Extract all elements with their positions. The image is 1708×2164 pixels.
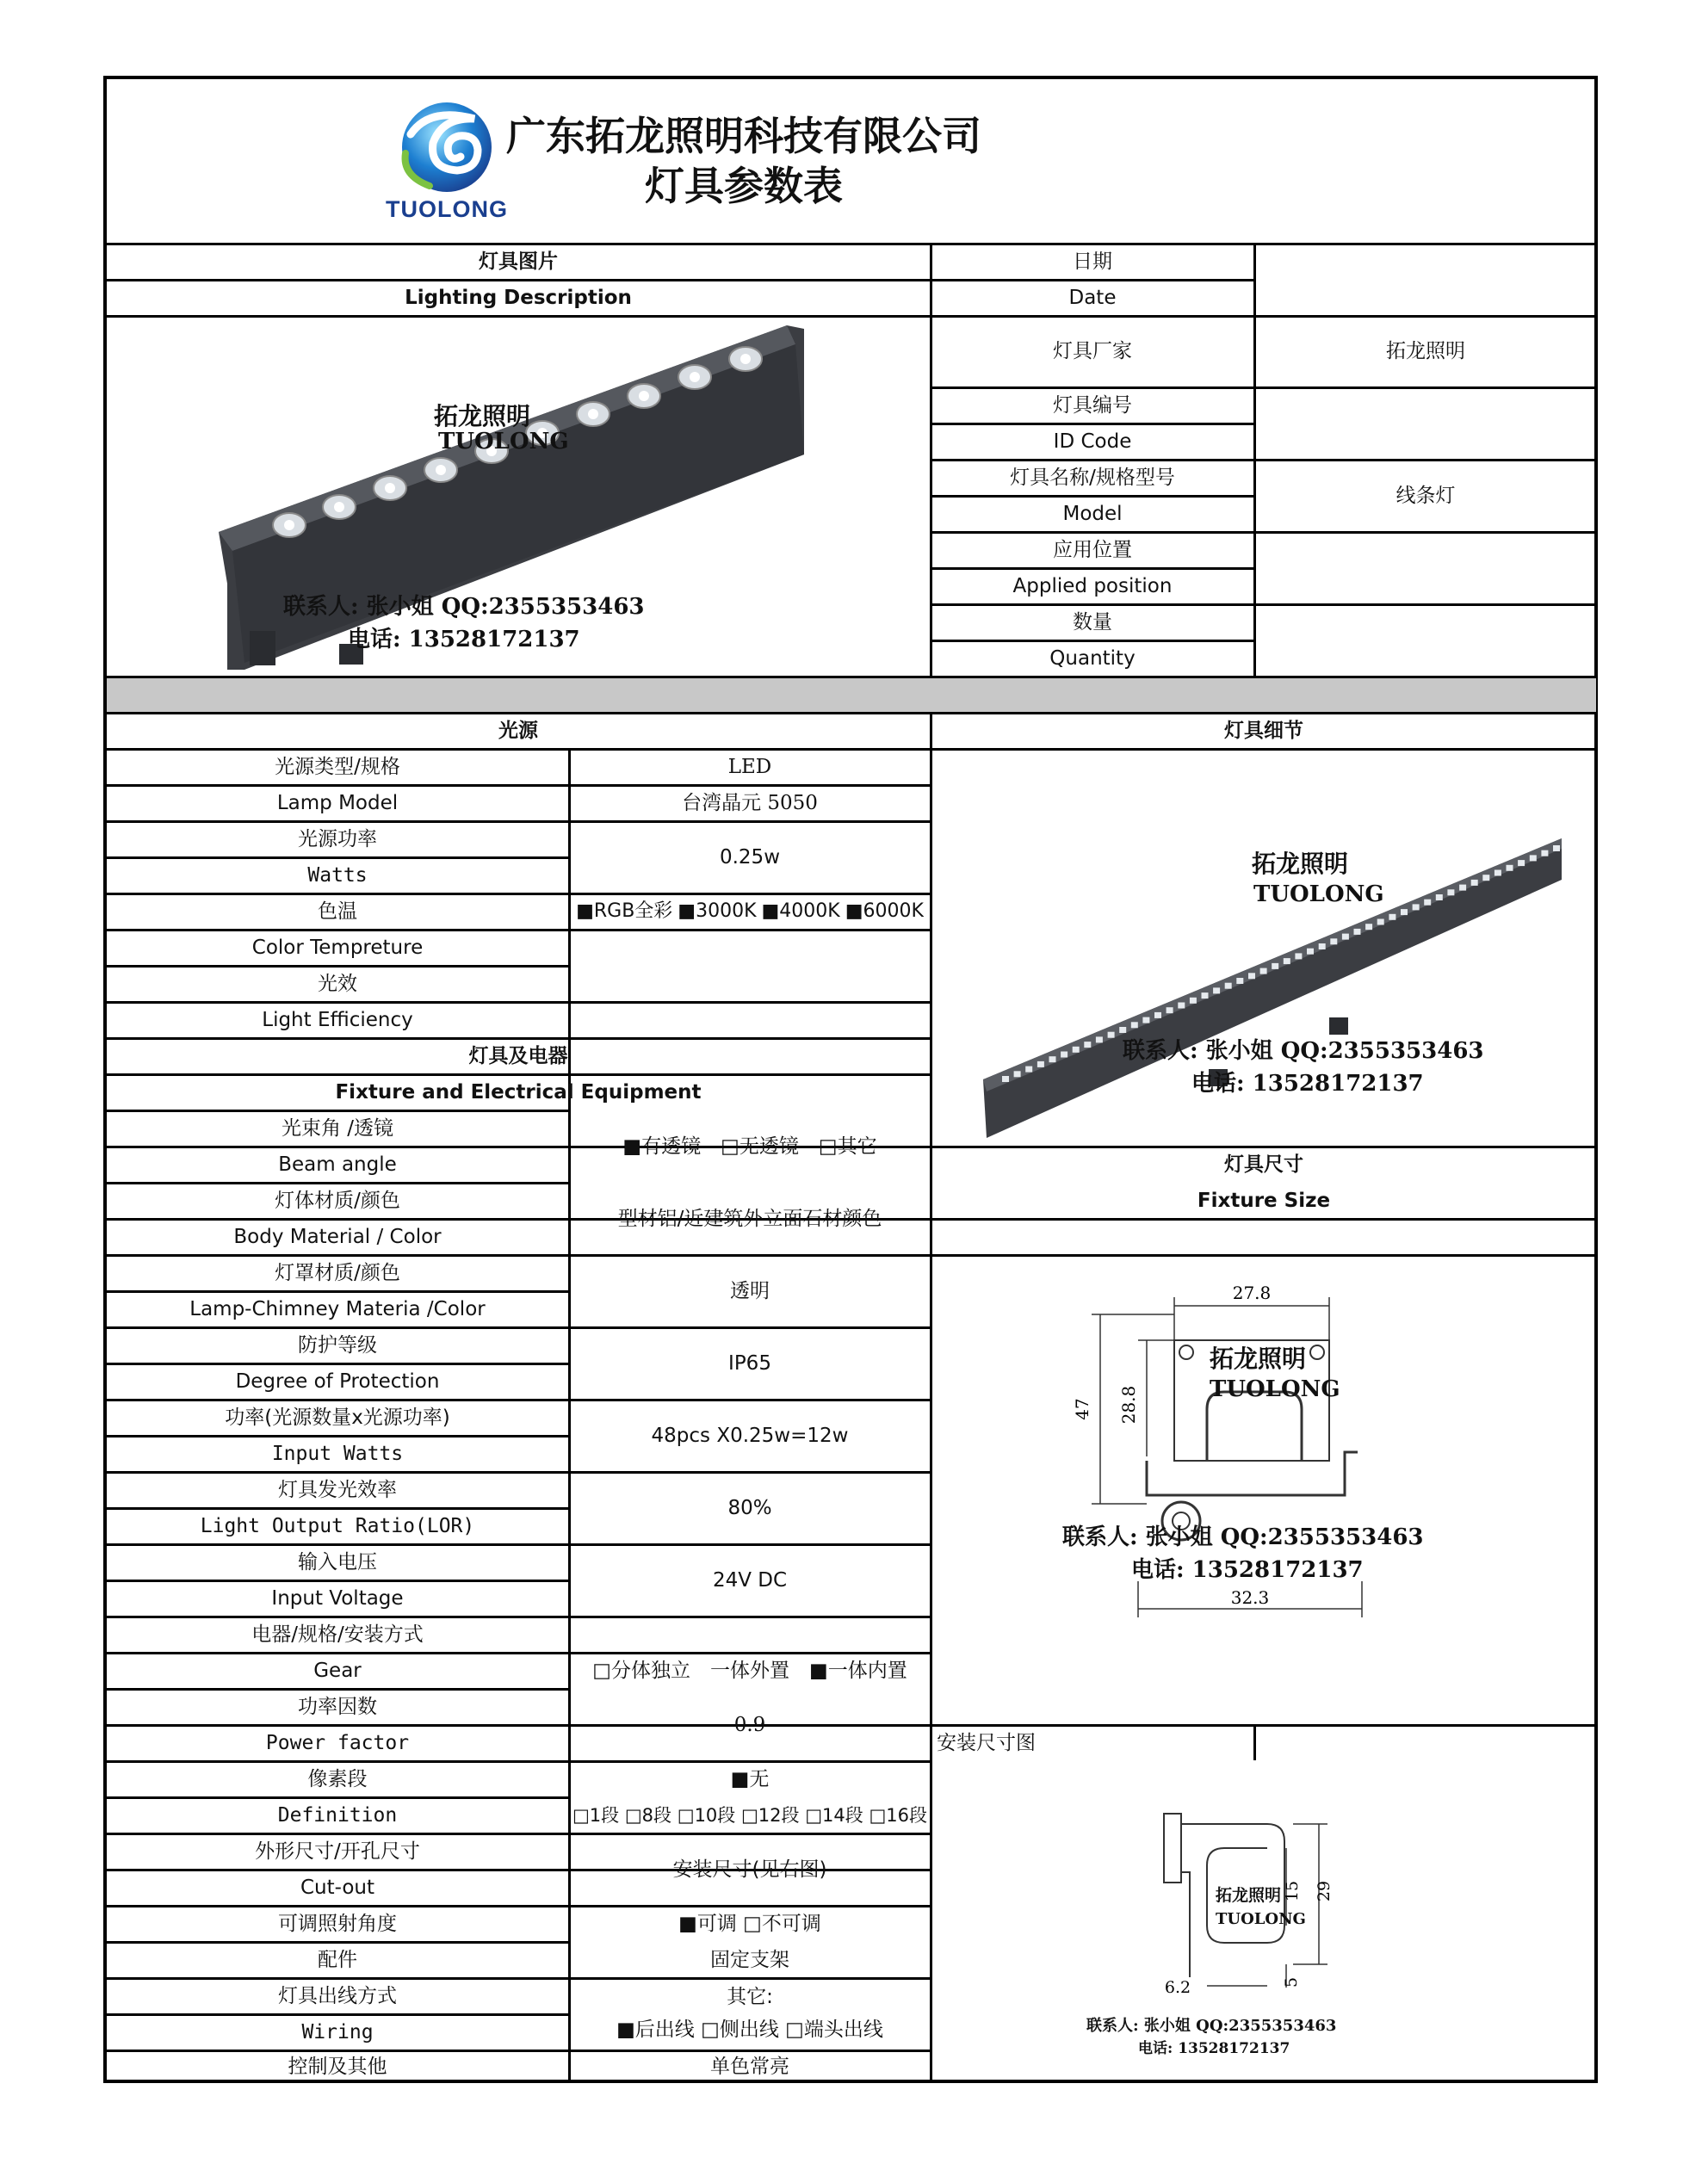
gear-label-en: Gear [313,1659,362,1682]
gear-value-top [570,1617,930,1652]
cct-option-6000k[interactable]: ■6000K [845,900,924,923]
led-dot [1447,889,1454,895]
led-dot [1131,1022,1138,1028]
detail-watermark-phone: 电话: 13528172137 [1191,1071,1424,1097]
led-dot [1202,992,1209,999]
fixture-title-cn: 灯具及电器 [468,1044,568,1067]
efficiency-label-cn: 光效 [318,972,357,995]
fixture-title-en: Fixture and Electrical Equipment [335,1080,702,1104]
dimension-drawing-top [931,1220,1596,1722]
control-value: 单色常亮 [710,2056,789,2079]
date-label-cn: 日期 [1073,250,1112,273]
led-dot [1190,998,1197,1004]
pixel-segment-label-en: Definition [277,1803,398,1827]
led-dot [1494,870,1501,876]
led-dot [1236,978,1243,984]
led-dot [1354,929,1361,935]
led-dot [1272,963,1278,969]
led-dot [1061,1052,1068,1058]
body-material-label-cn: 灯体材质/颜色 [275,1189,400,1212]
company-logo [369,100,524,220]
led-dot [1342,934,1349,940]
source-power-label-cn: 光源功率 [298,827,377,850]
led-dot [1096,1036,1103,1042]
detail-title: 灯具细节 [1224,719,1303,742]
id-code-value [1255,388,1596,459]
size-watermark-brand-cn: 拓龙照明 [1210,1345,1307,1373]
led-dot [1119,1027,1126,1033]
pixel-segment-options[interactable]: □1段 □8段 □10段 □12段 □14段 □16段 [572,1804,928,1826]
beam-angle-label-en: Beam angle [278,1153,397,1176]
detail-watermark-contact: 联系人: 张小姐 QQ:2355353463 [1123,1038,1484,1064]
led-dot [1260,968,1267,974]
led-dot [1248,973,1255,979]
beam-angle-label-cn: 光束角 /透镜 [281,1116,394,1140]
dim-27-8: 27.8 [1232,1283,1272,1303]
led-dot [1553,845,1560,851]
cct-option-rgb[interactable]: ■RGB全彩 [576,900,673,923]
cutout-label-en: Cut-out [300,1876,375,1899]
wiring-value[interactable]: ■后出线 □侧出线 □端头出线 [616,2018,883,2041]
manufacturer-value: 拓龙照明 [1386,340,1465,363]
input-watts-label-en: Input Watts [271,1442,404,1465]
size-title-cn: 灯具尺寸 [1224,1153,1303,1176]
dim-47: 47 [1072,1398,1092,1420]
body-material-value: 型材铝/近建筑外立面石材颜色 [617,1207,882,1230]
wiring-value-other: 其它: [727,1985,773,2008]
id-code-label-cn: 灯具编号 [1053,393,1132,417]
led-dot [1436,894,1443,900]
led-dot [1073,1047,1080,1053]
led-dot [1518,860,1525,866]
position-label-en: Applied position [1012,574,1173,597]
led-dot [1108,1032,1115,1038]
size-watermark-phone: 电话: 13528172137 [1131,1557,1364,1583]
led-dot [1424,900,1431,906]
input-watts-value: 48pcs X0.25w=12w [651,1424,849,1447]
spec-sheet [103,76,1598,2083]
source-power-value: 0.25w [719,845,781,869]
pixel-segment-label-cn: 像素段 [307,1767,368,1790]
led-dot [1049,1056,1056,1062]
led-dot [1389,914,1395,920]
led-dot [1225,983,1232,989]
document-title: 灯具参数表 [645,162,843,209]
voltage-label-cn: 输入电压 [298,1550,377,1574]
pixel-segment-value[interactable]: ■无 [730,1767,770,1790]
quantity-label-en: Quantity [1049,646,1136,670]
size-watermark-brand-en: TUOLONG [1210,1376,1340,1402]
lor-label-cn: 灯具发光效率 [278,1478,397,1501]
id-code-label-en: ID Code [1053,430,1132,453]
power-factor-label-en: Power factor [265,1731,410,1754]
source-title: 光源 [498,719,538,742]
voltage-value: 24V DC [712,1568,788,1592]
source-type-value: LED [727,755,772,778]
led-dot [1319,943,1326,949]
logo-text: TUOLONG [386,196,508,222]
voltage-label-en: Input Voltage [271,1586,404,1610]
cutout-label-cn: 外形尺寸/开孔尺寸 [255,1839,420,1863]
protection-label-cn: 防护等级 [298,1333,377,1357]
power-factor-value: 0.9 [733,1713,766,1736]
cct-option-3000k[interactable]: ■3000K [678,900,757,923]
led-dot [1365,924,1372,930]
led-dot [1541,850,1548,856]
gear-label-cn: 电器/规格/安装方式 [251,1623,424,1646]
gray-band [107,678,1596,712]
led-dot [1401,909,1408,915]
led-dot [1482,875,1489,881]
led-dot [1142,1017,1149,1023]
model-label-en: Model [1062,502,1123,525]
source-power-label-en: Watts [307,863,368,887]
chimney-material-label-en: Lamp-Chimney Materia /Color [189,1297,486,1320]
photo-title-en: Lighting Description [405,286,632,309]
led-dot [1014,1071,1021,1077]
input-watts-label-cn: 功率(光源数量x光源功率) [225,1406,450,1429]
date-value [1255,244,1596,315]
dim-29: 29 [1315,1880,1334,1902]
power-factor-label-cn: 功率因数 [298,1695,377,1718]
led-dot [1377,919,1384,925]
size-title-en: Fixture Size [1197,1189,1331,1212]
dim-28-8: 28.8 [1118,1385,1139,1425]
led-dot [1307,949,1314,955]
model-label-cn: 灯具名称/规格型号 [1010,466,1175,489]
dim-15: 15 [1283,1880,1302,1902]
cct-label-en: Color Tempreture [251,936,424,959]
led-dot [1459,885,1466,891]
led-dot [1084,1042,1091,1048]
watermark-brand-cn: 拓龙照明 [434,402,531,430]
cutout-value: 安装尺寸(见右图) [672,1858,827,1881]
adjustable-label: 可调照射角度 [278,1912,397,1935]
lamp-model-label: Lamp Model [276,791,399,814]
date-label-en: Date [1068,286,1117,309]
led-dot [1413,904,1420,910]
accessory-label: 配件 [318,1948,357,1971]
dim-32-3: 32.3 [1230,1587,1270,1608]
beam-angle-value[interactable]: ■有透镜 □无透镜 □其它 [622,1135,877,1158]
led-dot [1530,855,1537,861]
led-dot [1284,958,1290,964]
led-dot [1178,1003,1185,1009]
efficiency-label-en: Light Efficiency [262,1008,413,1031]
protection-label-en: Degree of Protection [235,1370,440,1393]
detail-photo [968,759,1570,1147]
led-dot [1471,880,1478,886]
led-dot [1213,987,1220,993]
lor-value: 80% [727,1496,772,1519]
led-dot [1025,1067,1032,1073]
watermark-contact: 联系人: 张小姐 QQ:2355353463 [283,594,645,620]
cct-label-cn: 色温 [318,900,357,923]
bottom-watermark-brand-cn: 拓龙照明 [1216,1886,1282,1905]
wiring-label-en: Wiring [301,2020,374,2043]
adjustable-value[interactable]: ■可调 □不可调 [678,1912,821,1935]
led-dot [1330,938,1337,944]
control-label: 控制及其他 [288,2056,387,2079]
product-photo [193,325,813,670]
detail-watermark-brand-en: TUOLONG [1253,881,1384,907]
wiring-label-cn: 灯具出线方式 [278,1984,397,2007]
lamp-model-value: 台湾晶元 5050 [682,791,818,814]
led-dot [1507,865,1513,871]
logo-swirl-icon [395,100,498,195]
accessory-value: 固定支架 [710,1948,789,1971]
watermark-brand-en: TUOLONG [438,429,569,454]
dim-6-2: 6.2 [1164,1978,1191,1997]
position-value [1255,533,1596,603]
protection-value: IP65 [728,1351,771,1375]
dimension-drawing-bottom [931,1762,1596,2082]
quantity-value [1255,605,1596,676]
model-value: 线条灯 [1395,484,1456,507]
source-type-label: 光源类型/规格 [275,755,400,778]
bottom-watermark-contact: 联系人: 张小姐 QQ:2355353463 [1086,2017,1337,2035]
cct-option-4000k[interactable]: ■4000K [761,900,840,923]
quantity-label-cn: 数量 [1073,610,1112,634]
chimney-material-label-cn: 灯罩材质/颜色 [275,1261,400,1284]
dim-5: 5 [1282,1976,1301,1988]
cct-options [570,894,930,929]
led-dot [1002,1076,1009,1082]
company-name: 广东拓龙照明科技有限公司 [506,112,981,159]
photo-title-cn: 灯具图片 [479,250,558,273]
led-dot [1037,1061,1044,1067]
manufacturer-label: 灯具厂家 [1053,340,1132,363]
led-dot [1295,953,1302,959]
install-label: 安装尺寸图 [937,1732,1036,1754]
led-dot [1154,1012,1161,1018]
position-label-cn: 应用位置 [1053,538,1132,561]
bottom-watermark-phone: 电话: 13528172137 [1138,2040,1290,2057]
chimney-material-value: 透明 [730,1279,770,1302]
profile-dimension-icon [931,1220,1596,1722]
bottom-watermark-brand-en: TUOLONG [1216,1910,1306,1928]
gear-value[interactable]: □分体独立 一体外置 ■一体内置 [592,1659,907,1682]
led-dot [1167,1007,1173,1013]
lor-label-en: Light Output Ratio(LOR) [200,1514,475,1537]
detail-watermark-brand-cn: 拓龙照明 [1252,850,1349,878]
body-material-label-en: Body Material / Color [233,1225,442,1248]
size-watermark-contact: 联系人: 张小姐 QQ:2355353463 [1062,1524,1424,1550]
watermark-phone: 电话: 13528172137 [348,627,580,652]
